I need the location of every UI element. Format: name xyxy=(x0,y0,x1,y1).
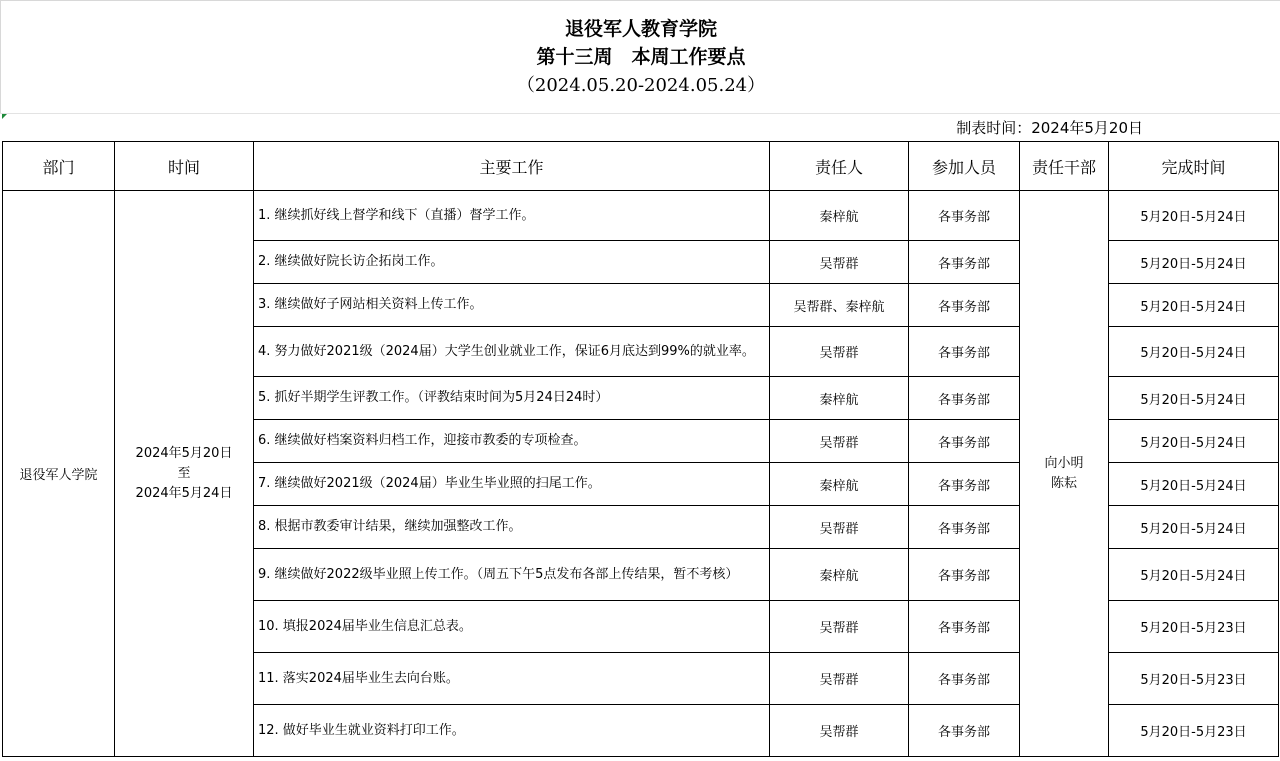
task-cell[interactable]: 12. 做好毕业生就业资料打印工作。 xyxy=(254,705,770,757)
period-to: 至 xyxy=(177,465,191,481)
period-cell[interactable] xyxy=(115,191,254,757)
document-title-area xyxy=(0,0,1280,114)
document-title: 退役军人教育学院 xyxy=(564,18,717,40)
participants-cell[interactable]: 各事务部 xyxy=(909,463,1020,506)
participants-cell[interactable]: 各事务部 xyxy=(909,705,1020,757)
task-cell[interactable]: 9. 继续做好2022级毕业照上传工作。（周五下午5点发布各部上传结果，暂不考核） xyxy=(254,549,770,601)
period-end: 2024年5月24日 xyxy=(135,485,233,501)
participants-cell[interactable]: 各事务部 xyxy=(909,241,1020,284)
owner-cell[interactable]: 吴帮群 xyxy=(770,327,909,377)
owner-cell[interactable]: 吴帮群、秦梓航 xyxy=(770,284,909,327)
owner-cell[interactable]: 吴帮群 xyxy=(770,241,909,284)
owner-cell[interactable]: 秦梓航 xyxy=(770,463,909,506)
owner-cell[interactable]: 秦梓航 xyxy=(770,377,909,420)
participants-cell[interactable]: 各事务部 xyxy=(909,420,1020,463)
made-time: 制表时间：2024年5月20日 xyxy=(956,119,1143,137)
table-row xyxy=(3,191,1279,241)
cadre-cell[interactable] xyxy=(1020,191,1109,757)
task-cell[interactable]: 5. 抓好半期学生评教工作。（评教结束时间为5月24日24时） xyxy=(254,377,770,420)
task-cell[interactable]: 8. 根据市教委审计结果，继续加强整改工作。 xyxy=(254,506,770,549)
owner-cell[interactable]: 吴帮群 xyxy=(770,601,909,653)
cadre-name-2: 陈耘 xyxy=(1050,475,1077,491)
completion-cell[interactable]: 5月20日-5月24日 xyxy=(1109,463,1279,506)
cadre-name-1: 向小明 xyxy=(1044,455,1084,471)
participants-cell[interactable]: 各事务部 xyxy=(909,549,1020,601)
owner-cell[interactable]: 吴帮群 xyxy=(770,420,909,463)
task-cell[interactable]: 10. 填报2024届毕业生信息汇总表。 xyxy=(254,601,770,653)
completion-cell[interactable]: 5月20日-5月24日 xyxy=(1109,241,1279,284)
owner-cell[interactable]: 吴帮群 xyxy=(770,653,909,705)
completion-cell[interactable]: 5月20日-5月24日 xyxy=(1109,420,1279,463)
task-cell[interactable]: 1. 继续抓好线上督学和线下（直播）督学工作。 xyxy=(254,191,770,241)
task-cell[interactable]: 7. 继续做好2021级（2024届）毕业生毕业照的扫尾工作。 xyxy=(254,463,770,506)
header-main-work[interactable]: 主要工作 xyxy=(254,142,770,191)
task-cell[interactable]: 3. 继续做好子网站相关资料上传工作。 xyxy=(254,284,770,327)
participants-cell[interactable]: 各事务部 xyxy=(909,601,1020,653)
participants-cell[interactable]: 各事务部 xyxy=(909,327,1020,377)
completion-cell[interactable]: 5月20日-5月23日 xyxy=(1109,705,1279,757)
participants-cell[interactable]: 各事务部 xyxy=(909,284,1020,327)
completion-cell[interactable]: 5月20日-5月23日 xyxy=(1109,653,1279,705)
task-cell[interactable]: 6. 继续做好档案资料归档工作，迎接市教委的专项检查。 xyxy=(254,420,770,463)
period-start: 2024年5月20日 xyxy=(135,445,233,461)
table-header-row xyxy=(3,142,1279,191)
task-cell[interactable]: 4. 努力做好2021级（2024届）大学生创业就业工作，保证6月底达到99%的就业率。 xyxy=(254,327,770,377)
date-range: （2024.05.20-2024.05.24） xyxy=(516,75,766,96)
header-cadre[interactable]: 责任干部 xyxy=(1020,142,1109,191)
owner-cell[interactable]: 吴帮群 xyxy=(770,705,909,757)
owner-cell[interactable]: 吴帮群 xyxy=(770,506,909,549)
header-completion-time[interactable]: 完成时间 xyxy=(1109,142,1279,191)
header-department[interactable]: 部门 xyxy=(3,142,115,191)
department-cell[interactable]: 退役军人学院 xyxy=(3,191,115,757)
participants-cell[interactable]: 各事务部 xyxy=(909,506,1020,549)
completion-cell[interactable]: 5月20日-5月24日 xyxy=(1109,549,1279,601)
completion-cell[interactable]: 5月20日-5月24日 xyxy=(1109,284,1279,327)
completion-cell[interactable]: 5月20日-5月24日 xyxy=(1109,191,1279,241)
task-cell[interactable]: 2. 继续做好院长访企拓岗工作。 xyxy=(254,241,770,284)
completion-cell[interactable]: 5月20日-5月24日 xyxy=(1109,327,1279,377)
header-participants[interactable]: 参加人员 xyxy=(909,142,1020,191)
participants-cell[interactable]: 各事务部 xyxy=(909,653,1020,705)
sheet-gridline xyxy=(0,113,1280,114)
completion-cell[interactable]: 5月20日-5月24日 xyxy=(1109,506,1279,549)
work-plan-table xyxy=(2,141,1279,757)
header-owner[interactable]: 责任人 xyxy=(770,142,909,191)
document-subtitle: 第十三周 本周工作要点 xyxy=(536,46,746,68)
completion-cell[interactable]: 5月20日-5月23日 xyxy=(1109,601,1279,653)
owner-cell[interactable]: 秦梓航 xyxy=(770,191,909,241)
participants-cell[interactable]: 各事务部 xyxy=(909,191,1020,241)
header-time[interactable]: 时间 xyxy=(115,142,254,191)
owner-cell[interactable]: 秦梓航 xyxy=(770,549,909,601)
participants-cell[interactable]: 各事务部 xyxy=(909,377,1020,420)
completion-cell[interactable]: 5月20日-5月24日 xyxy=(1109,377,1279,420)
task-cell[interactable]: 11. 落实2024届毕业生去向台账。 xyxy=(254,653,770,705)
cell-comment-marker-icon xyxy=(2,114,7,119)
